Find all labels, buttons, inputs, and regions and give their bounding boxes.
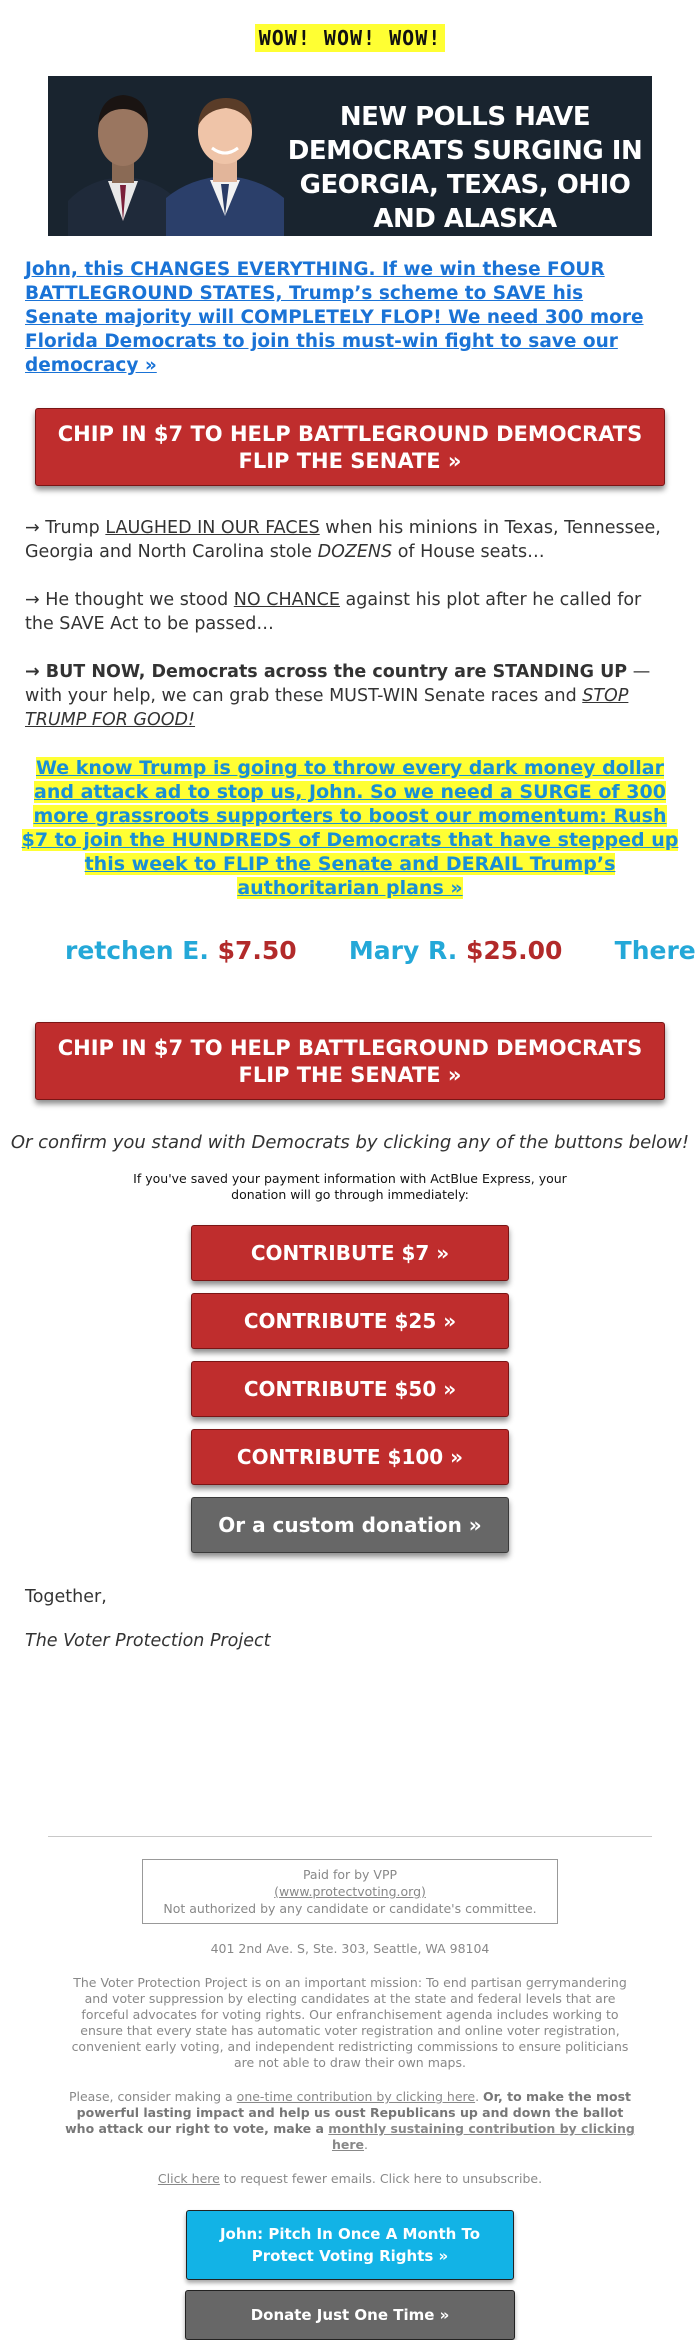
banner-headline: NEW POLLS HAVE DEMOCRATS SURGING IN GEORGIA, TEXAS, OHIO AND ALASKA: [287, 102, 643, 234]
one-time-contribution-link[interactable]: one-time contribution by clicking here: [236, 2089, 476, 2104]
footer-divider: [48, 1836, 652, 1837]
paid-by-text: Paid for by VPP: [302, 1867, 398, 1882]
highlight-paragraph: [20, 756, 680, 900]
email-preferences-text: Click here to request fewer emails. Click here to unsubscribe.: [157, 2171, 543, 2186]
one-time-donation-button[interactable]: Donate Just One Time »: [185, 2290, 515, 2340]
contribution-options-text: Please, consider making a one-time contribution by clicking here. Or, to make the most powerful lasting impact and help us oust Republicans up and down the ballot who attack our right to vote, make a monthly sustaining contribution by clicking here.: [65, 2089, 635, 2152]
fewer-emails-link[interactable]: Click here: [157, 2171, 220, 2186]
paid-url-link[interactable]: (www.protectvoting.org): [274, 1884, 426, 1899]
confirm-text: Or confirm you stand with Democrats by clicking any of the buttons below!: [10, 1132, 690, 1153]
hero-banner[interactable]: [48, 76, 652, 236]
highlight-link[interactable]: We know Trump is going to throw every dark money dollar and attack ad to stop us, John. So we need a SURGE of 300 more grassroots supporters to boost our momentum: Rush $7 to join the HUNDREDS of Democrats that have stepped up this week to FLIP the Senate and DERAIL Trump’s authoritarian plans »: [21, 757, 679, 899]
donor-ticker: [65, 936, 696, 972]
chip-in-button-bottom[interactable]: CHIP IN $7 TO HELP BATTLEGROUND DEMOCRATS FLIP THE SENATE »: [35, 1022, 665, 1100]
contribute-7-button[interactable]: CONTRIBUTE $7 »: [191, 1225, 509, 1281]
contribute-50-button[interactable]: CONTRIBUTE $50 »: [191, 1361, 509, 1417]
wow-text: WOW! WOW! WOW!: [255, 24, 446, 52]
mailing-address: 401 2nd Ave. S, Ste. 303, Seattle, WA 98104: [210, 1941, 490, 1956]
wow-header: [0, 0, 700, 50]
ticker-donor-name: There: [614, 936, 696, 965]
ticker-donor-name: retchen E.: [65, 936, 209, 965]
candidate-photo-right: [166, 86, 284, 236]
signoff-together: Together,: [25, 1587, 107, 1607]
monthly-contribution-link[interactable]: monthly sustaining contribution by clicking here: [328, 2121, 635, 2152]
ticker-donor-amount: $25.00: [465, 936, 563, 965]
ticker-donor-amount: $7.50: [217, 936, 297, 965]
signoff-organization: The Voter Protection Project: [25, 1631, 271, 1651]
paragraph-standing-up: → BUT NOW, Democrats across the country are STANDING UP — with your help, we can grab these MUST-WIN Senate races and STOP TRUMP FOR GOOD!: [25, 662, 651, 730]
paid-for-box: [142, 1859, 558, 1924]
ticker-donor-name: Mary R.: [348, 936, 458, 965]
contribute-100-button[interactable]: CONTRIBUTE $100 »: [191, 1429, 509, 1485]
custom-donation-button[interactable]: Or a custom donation »: [191, 1497, 509, 1553]
candidate-photo-left: [68, 81, 178, 236]
paragraph-no-chance: → He thought we stood NO CHANCE against his plot after he called for the SAVE Act to be passed…: [25, 590, 642, 634]
mission-statement: The Voter Protection Project is on an important mission: To end partisan gerrymandering and voter suppression by electing candidates at the state and federal levels that are forceful advocates for voting rights. Our enfranchisement agenda includes working to ensure that every state has automatic voter registration and online voter registration, convenient early voting, and independent redistricting commissions to ensure politicians are not able to draw their own maps.: [71, 1975, 629, 2070]
actblue-express-note: If you've saved your payment information with ActBlue Express, your donation will go through immediately:: [133, 1171, 567, 1202]
lead-link[interactable]: John, this CHANGES EVERYTHING. If we win these FOUR BATTLEGROUND STATES, Trump’s scheme to SAVE his Senate majority will COMPLETELY FLOP! We need 300 more Florida Democrats to join this must-win fight to save our democracy »: [25, 259, 644, 376]
monthly-donation-button[interactable]: John: Pitch In Once A Month To Protect Voting Rights »: [186, 2210, 514, 2280]
lead-paragraph: [25, 258, 655, 378]
contribute-25-button[interactable]: CONTRIBUTE $25 »: [191, 1293, 509, 1349]
chip-in-button-top[interactable]: CHIP IN $7 TO HELP BATTLEGROUND DEMOCRATS FLIP THE SENATE »: [35, 408, 665, 486]
not-authorized-text: Not authorized by any candidate or candidate's committee.: [163, 1901, 537, 1916]
paragraph-trump-laughed: → Trump LAUGHED IN OUR FACES when his minions in Texas, Tennessee, Georgia and North Carolina stole DOZENS of House seats…: [25, 518, 661, 562]
